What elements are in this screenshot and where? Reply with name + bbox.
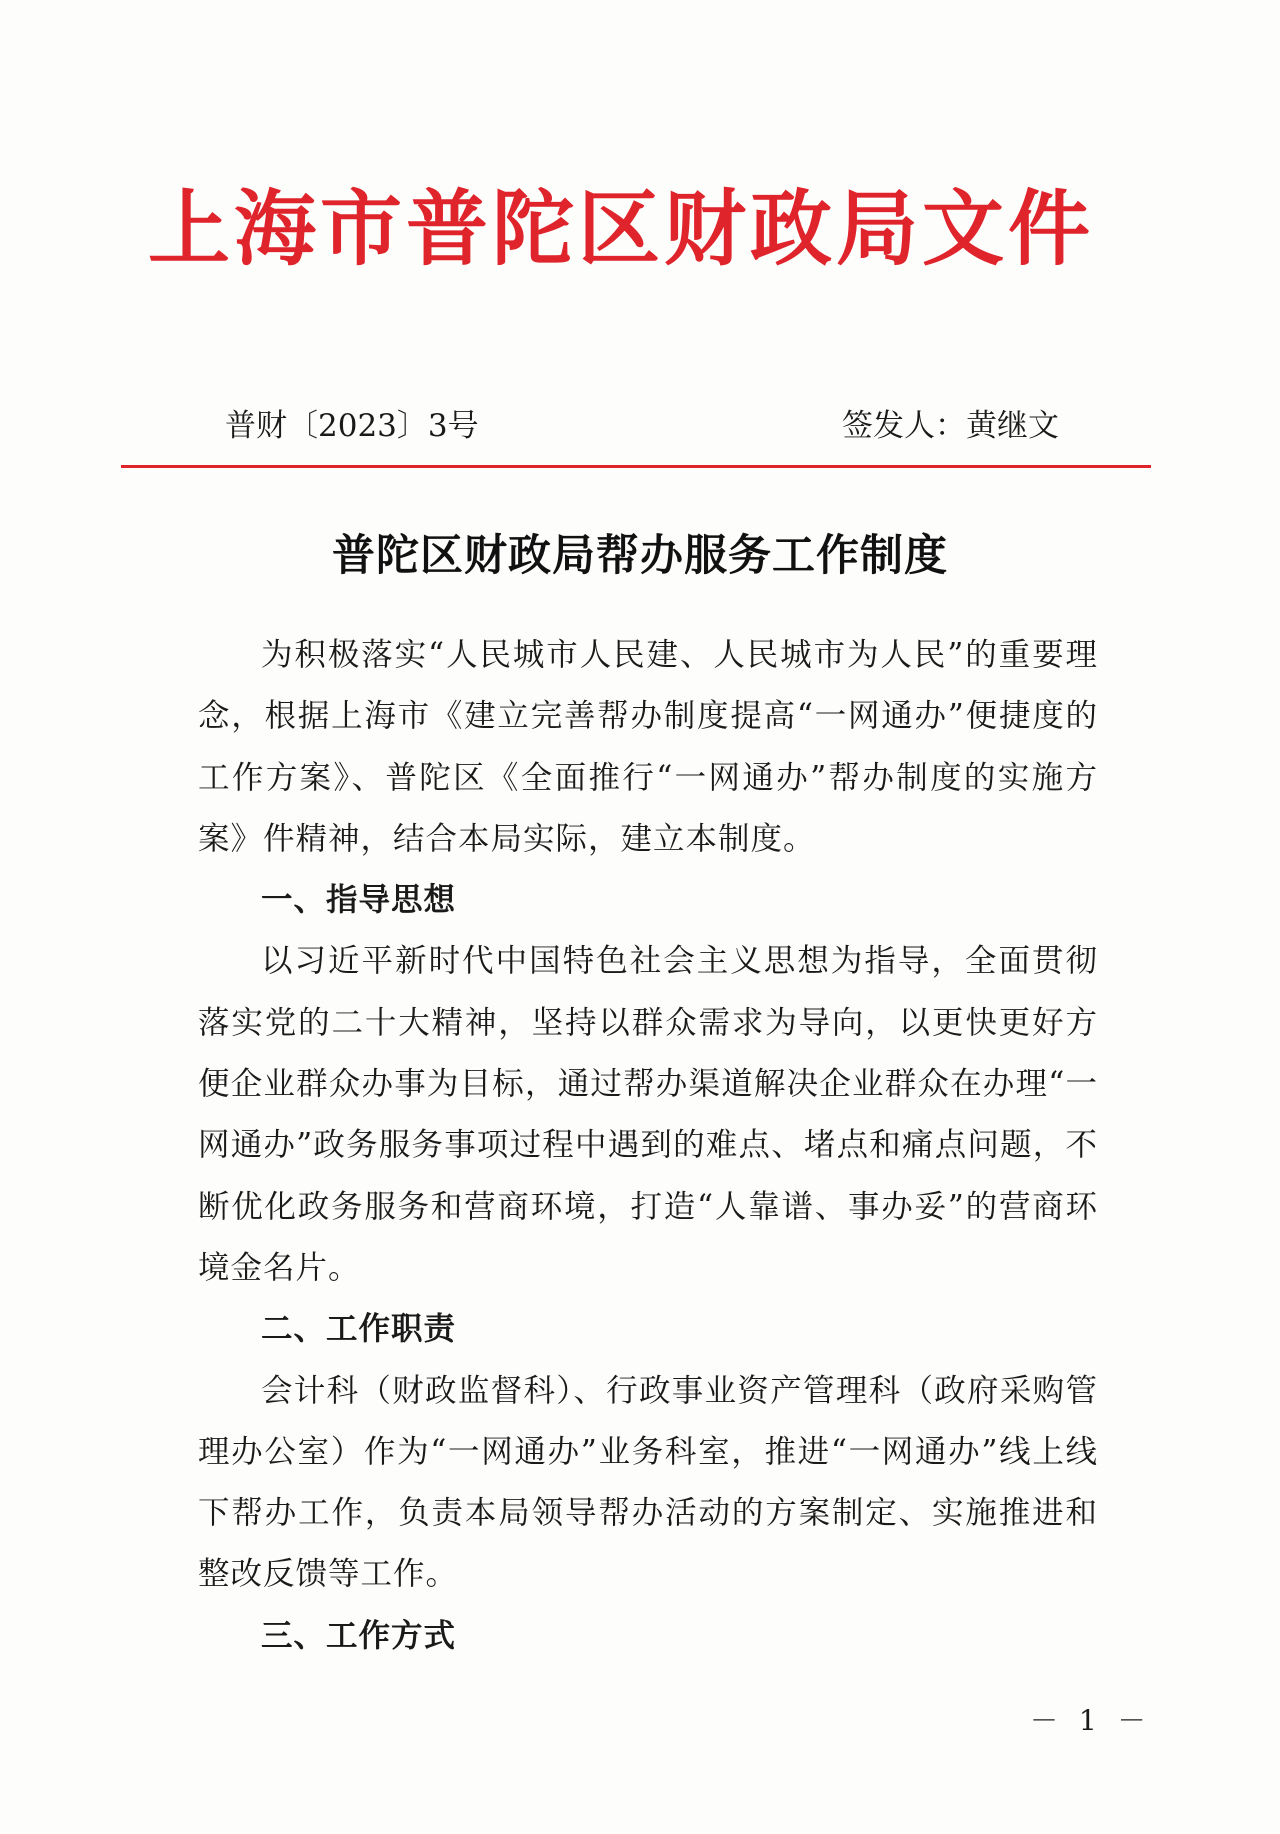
signer: 签发人：黄继文 — [842, 408, 1059, 444]
intro-paragraph: 为积极落实“人民城市人民建、人民城市为人民”的重要理念，根据上海市《建立完善帮办制度提高“一网通办”便捷度的工作方案》、普陀区《全面推行“一网通办”帮办制度的实施方案》件精神，结合本局实际，建立本制度。 — [198, 637, 1098, 857]
section-heading-3: 三、工作方式 — [261, 1617, 457, 1654]
section-text-2: 会计科（财政监督科）、行政事业资产管理科（政府采购管理办公室）作为“一网通办”业务科室，推进“一网通办”线上线下帮办工作，负责本局领导帮办活动的方案制定、实施推进和整改反馈等工作。 — [198, 1372, 1098, 1593]
section-text-1: 以习近平新时代中国特色社会主义思想为指导，全面贯彻落实党的二十大精神，坚持以群众需求为导向，以更快更好方便企业群众办事为目标，通过帮办渠道解决企业群众在办理“一网通办”政务服务事项过程中遇到的难点、堵点和痛点问题，不断优化政务服务和营商环境，打造“人靠谱、事办妥”的营商环境金名片。 — [198, 943, 1098, 1286]
document-number: 普财〔2023〕3号 — [225, 408, 479, 444]
section-heading-2: 二、工作职责 — [261, 1311, 457, 1348]
document-body — [198, 625, 1098, 1667]
document-title: 普陀区财政局帮办服务工作制度 — [332, 531, 948, 581]
section-heading-1: 一、指导思想 — [261, 882, 457, 919]
page-number: － 1 － — [1030, 1704, 1152, 1737]
masthead-title: 上海市普陀区财政局文件 — [148, 181, 1095, 277]
red-divider — [121, 465, 1151, 468]
